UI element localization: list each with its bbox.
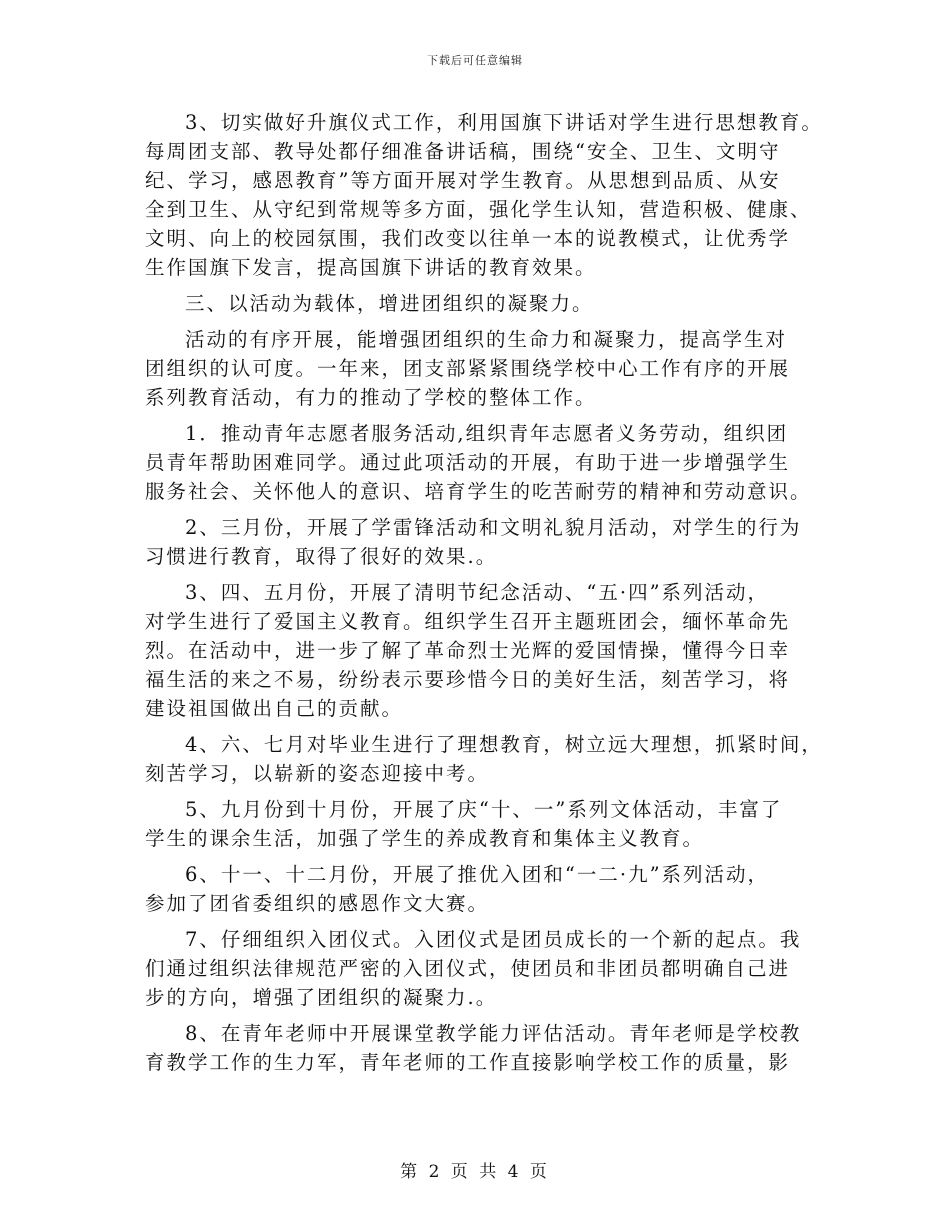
paragraph-item-8 xyxy=(145,1019,835,1077)
paragraph-item-4 xyxy=(145,730,835,788)
paragraph-line: 全到卫生、从守纪到常规等多方面，强化学生认知，营造积极、健康、 xyxy=(145,198,812,221)
paragraph-line: 参加了团省委组织的感恩作文大赛。 xyxy=(145,892,490,915)
paragraph-line: 步的方向，增强了团组织的凝聚力.。 xyxy=(145,986,498,1009)
paragraph-item-3 xyxy=(145,578,835,723)
paragraph-line: 福生活的来之不易，纷纷表示要珍惜今日的美好生活，刻苦学习，将 xyxy=(145,668,791,691)
paragraph-item-5 xyxy=(145,795,835,853)
paragraph-line: 文明、向上的校园氛围，我们改变以往单一本的说教模式，让优秀学 xyxy=(145,227,791,250)
document-body xyxy=(145,108,835,1084)
paragraph-line: 学生的课余生活，加强了学生的养成教育和集体主义教育。 xyxy=(145,827,705,850)
paragraph-line: 对学生进行了爱国主义教育。组织学生召开主题班团会，缅怀革命先 xyxy=(145,610,791,633)
paragraph-line: 6、十一、十二月份，开展了推优入团和“一二·九”系列活动， xyxy=(185,863,770,886)
paragraph-line: 5、九月份到十月份，开展了庆“十、一”系列文体活动，丰富了 xyxy=(185,798,783,821)
paragraph-line: 们通过组织法律规范严密的入团仪式，使团员和非团员都明确自己进 xyxy=(145,957,791,980)
paragraph-intro xyxy=(145,325,835,412)
paragraph-line: 刻苦学习，以崭新的姿态迎接中考。 xyxy=(145,762,490,785)
paragraph-line: 育教学工作的生力军，青年老师的工作直接影响学校工作的质量，影 xyxy=(145,1051,791,1074)
paragraph-item-2 xyxy=(145,513,835,571)
paragraph-line: 员青年帮助困难同学。通过此项活动的开展，有助于进一步增强学生 xyxy=(145,451,791,474)
paragraph-flag-ceremony xyxy=(145,108,835,282)
paragraph-line: 7、仔细组织入团仪式。入团仪式是团员成长的一个新的起点。我 xyxy=(185,928,802,951)
paragraph-line: 烈。在活动中，进一步了解了革命烈士光辉的爱国情操，懂得今日幸 xyxy=(145,639,791,662)
paragraph-line: 4、六、七月对毕业生进行了理想教育，树立远大理想，抓紧时间， xyxy=(185,733,823,756)
page-number-footer: 第 2 页 共 4 页 xyxy=(400,1162,550,1182)
paragraph-item-1 xyxy=(145,419,835,506)
page-header: 下载后可任意编辑 xyxy=(427,54,523,67)
paragraph-line: 纪、学习，感恩教育”等方面开展对学生教育。从思想到品质、从安 xyxy=(145,169,781,192)
section-heading-text: 三、以活动为载体，增进团组织的凝聚力。 xyxy=(185,292,594,315)
paragraph-line: 服务社会、关怀他人的意识、培育学生的吃苦耐劳的精神和劳动意识。 xyxy=(145,480,812,503)
paragraph-line: 系列教育活动，有力的推动了学校的整体工作。 xyxy=(145,386,597,409)
paragraph-line: 1．推动青年志愿者服务活动,组织青年志愿者义务劳动，组织团 xyxy=(185,422,789,445)
paragraph-line: 生作国旗下发言，提高国旗下讲话的教育效果。 xyxy=(145,256,597,279)
paragraph-item-6 xyxy=(145,860,835,918)
paragraph-line: 2、三月份，开展了学雷锋活动和文明礼貌月活动，对学生的行为 xyxy=(185,516,802,539)
paragraph-line: 3、四、五月份，开展了清明节纪念活动、“五·四”系列活动， xyxy=(185,581,770,604)
paragraph-line: 活动的有序开展，能增强团组织的生命力和凝聚力，提高学生对 xyxy=(185,328,788,351)
paragraph-line: 每周团支部、教导处都仔细准备讲话稿，围绕“安全、卫生、文明守 xyxy=(145,140,781,163)
paragraph-line: 团组织的认可度。一年来，团支部紧紧围绕学校中心工作有序的开展 xyxy=(145,357,791,380)
paragraph-line: 建设祖国做出自己的贡献。 xyxy=(145,697,404,720)
section-heading xyxy=(145,289,835,318)
paragraph-item-7 xyxy=(145,925,835,1012)
paragraph-line: 8、在青年老师中开展课堂教学能力评估活动。青年老师是学校教 xyxy=(185,1022,802,1045)
paragraph-line: 习惯进行教育，取得了很好的效果.。 xyxy=(145,545,498,568)
paragraph-line: 3、切实做好升旗仪式工作，利用国旗下讲话对学生进行思想教育。 xyxy=(185,111,823,134)
